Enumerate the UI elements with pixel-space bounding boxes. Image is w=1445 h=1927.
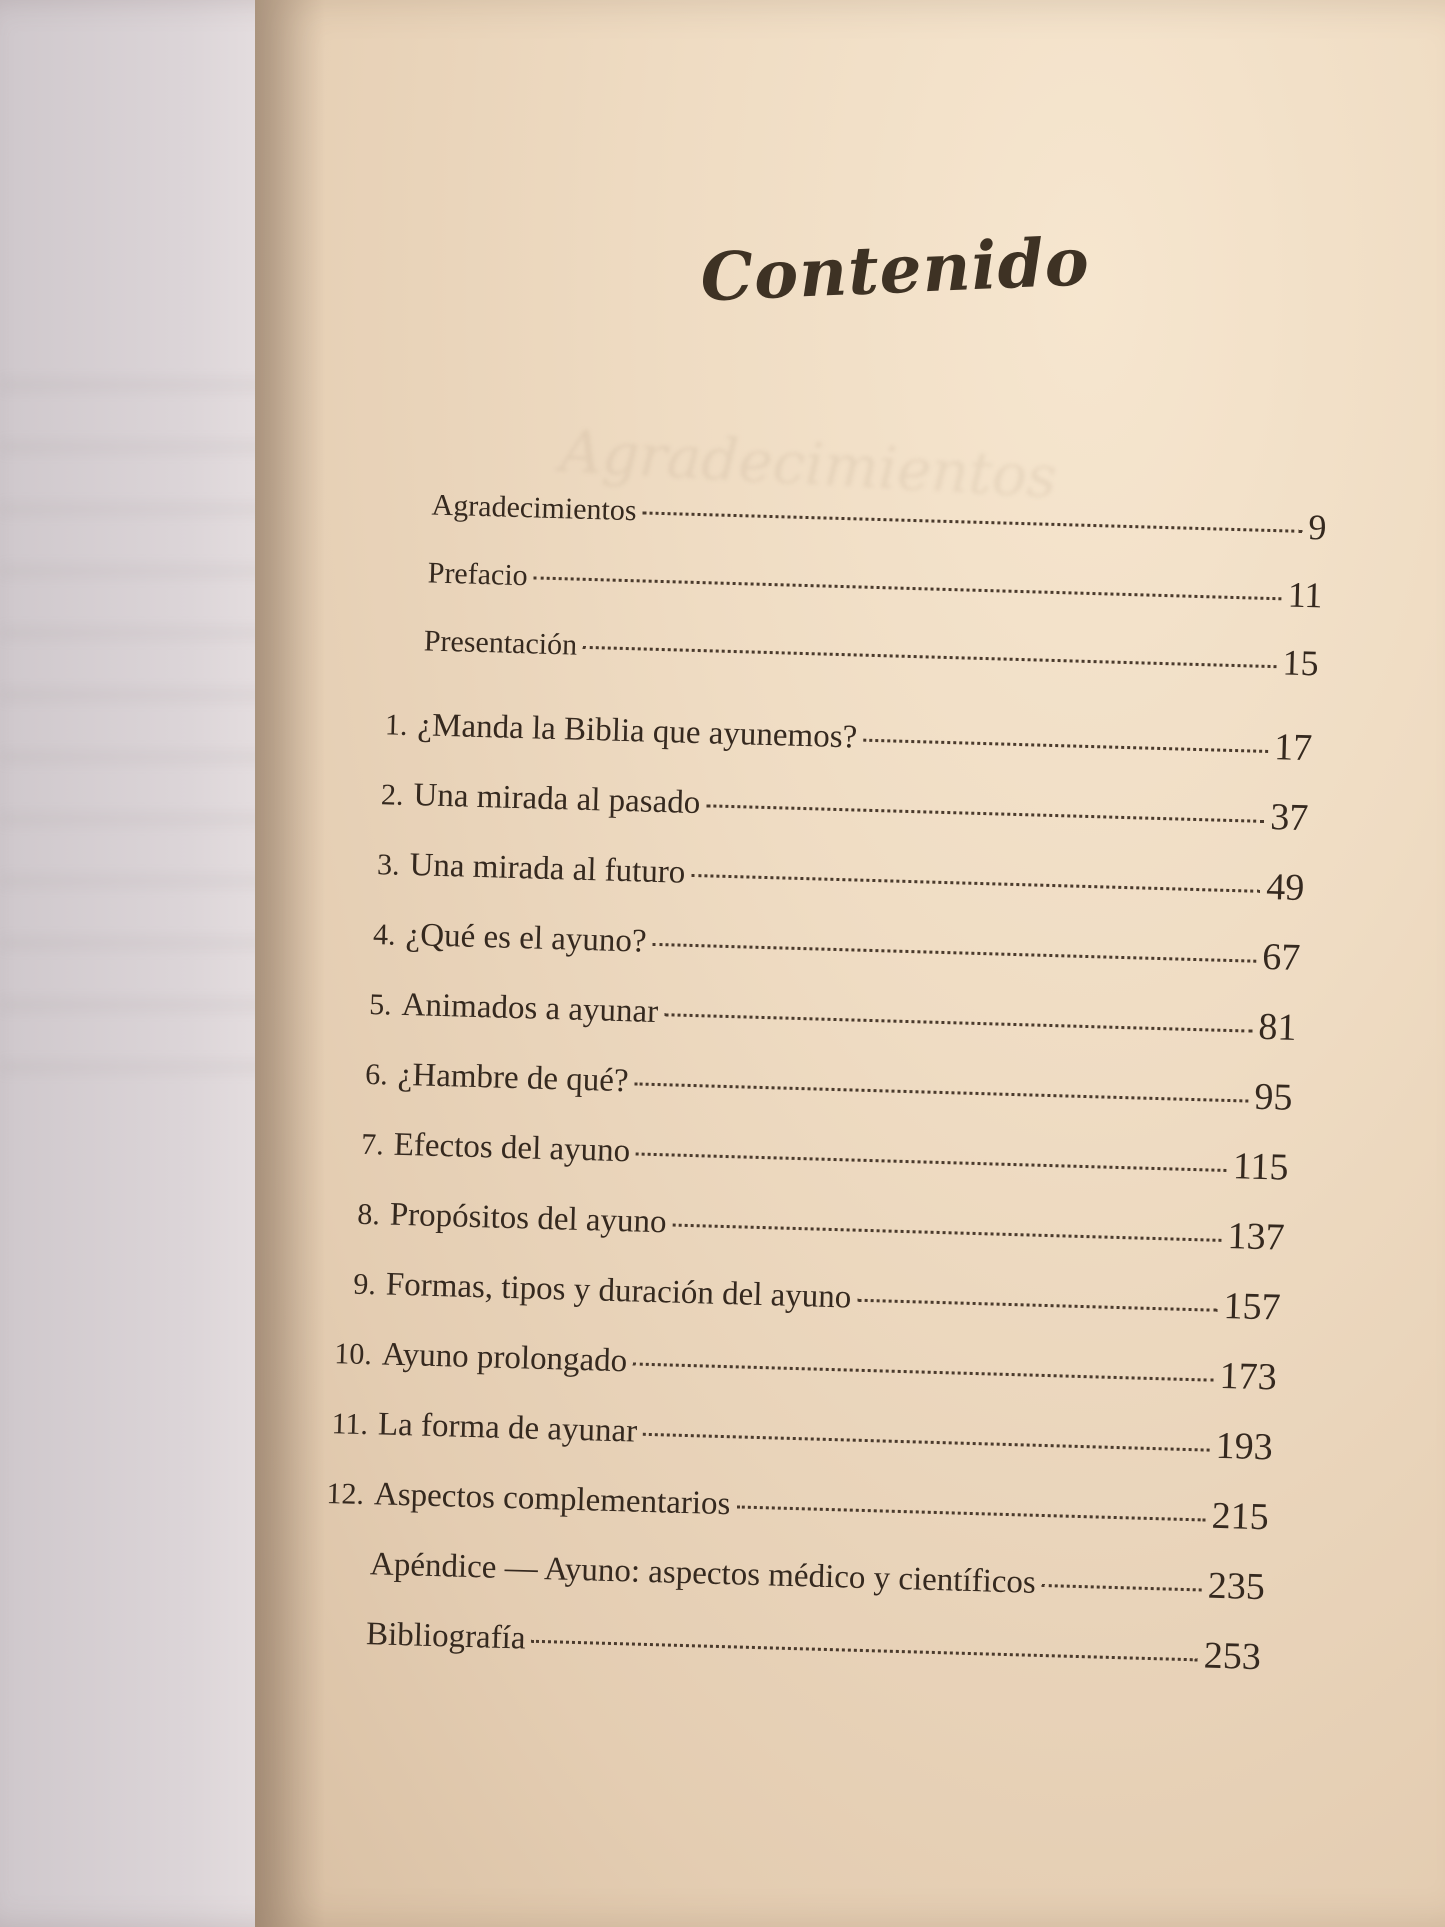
leader-dots <box>664 1013 1252 1032</box>
entry-page: 95 <box>1253 1075 1294 1119</box>
entry-label: Prefacio <box>427 556 529 593</box>
entry-label: Agradecimientos <box>431 488 637 528</box>
toc-entry-chapter <box>307 1398 1273 1469</box>
leader-dots <box>636 1152 1227 1172</box>
toc-entry-chapter <box>339 839 1305 910</box>
leader-dots <box>583 646 1277 668</box>
entry-page: 9 <box>1307 507 1327 548</box>
entry-page: 215 <box>1211 1494 1270 1539</box>
toc-entry-chapter <box>331 979 1297 1050</box>
entry-label: Propósitos del ayuno <box>389 1196 668 1241</box>
leader-dots <box>652 943 1256 963</box>
toc-entry-chapter <box>304 1468 1270 1539</box>
entry-label: Presentación <box>423 624 578 662</box>
entry-page: 157 <box>1223 1284 1282 1329</box>
entry-label: Aspectos complementarios <box>373 1476 731 1523</box>
leader-dots <box>691 874 1260 893</box>
leader-dots <box>633 1362 1213 1381</box>
entry-label: Bibliografía <box>365 1616 527 1657</box>
leader-dots <box>634 1082 1248 1102</box>
entry-page: 193 <box>1215 1424 1274 1469</box>
entry-label: Efectos del ayuno <box>393 1126 631 1170</box>
entry-label: ¿Hambre de qué? <box>397 1056 630 1100</box>
entry-page: 173 <box>1219 1354 1278 1399</box>
entry-label: La forma de ayunar <box>377 1406 638 1450</box>
toc-entry-chapter <box>323 1119 1289 1190</box>
entry-label: Una mirada al futuro <box>409 847 686 891</box>
entry-page: 253 <box>1203 1634 1262 1679</box>
entry-label: ¿Manda la Biblia que ayunemos? <box>417 707 858 756</box>
chapter-number: 5. <box>368 987 393 1022</box>
chapter-number: 9. <box>352 1267 377 1302</box>
leader-dots <box>531 1640 1197 1662</box>
toc-entry-chapter <box>335 909 1301 980</box>
chapter-number: 7. <box>360 1127 385 1162</box>
toc-entry-back <box>366 1610 1262 1679</box>
chapter-number: 2. <box>380 778 405 812</box>
entry-page: 81 <box>1257 1005 1298 1049</box>
leader-dots <box>706 804 1264 823</box>
chapter-number: 10. <box>333 1337 373 1372</box>
entry-page: 49 <box>1265 865 1305 910</box>
entry-page: 235 <box>1207 1564 1266 1609</box>
toc-entry-chapter <box>311 1329 1277 1400</box>
entry-label: Formas, tipos y duración del ayuno <box>385 1266 852 1316</box>
chapter-number: 8. <box>356 1197 381 1232</box>
leader-dots <box>857 1299 1217 1312</box>
toc-entry-front <box>427 549 1323 616</box>
entry-label: Ayuno prolongado <box>381 1336 628 1380</box>
leader-dots <box>642 511 1302 532</box>
toc-title: Contenido <box>698 222 1092 317</box>
entry-label: ¿Qué es el ayuno? <box>405 916 648 960</box>
leader-dots <box>643 1433 1210 1452</box>
chapter-number: 4. <box>372 918 397 952</box>
chapter-number: 11. <box>331 1407 369 1442</box>
toc-entry-back <box>370 1540 1266 1609</box>
bleed-through-heading: Agradecimientos <box>558 417 1059 511</box>
entry-label: Animados a ayunar <box>401 986 659 1031</box>
toc-entry-chapter <box>347 699 1313 770</box>
entry-page: 17 <box>1273 726 1313 770</box>
entry-page: 15 <box>1282 642 1320 684</box>
toc-entry-chapter <box>315 1259 1281 1330</box>
leader-dots <box>1042 1584 1202 1591</box>
entry-page: 11 <box>1287 574 1324 616</box>
entry-label: Una mirada al pasado <box>413 777 701 822</box>
leader-dots <box>736 1505 1205 1521</box>
chapter-number: 3. <box>376 848 401 882</box>
chapter-number: 1. <box>384 708 408 742</box>
entry-page: 67 <box>1261 935 1301 979</box>
leader-dots <box>534 576 1282 600</box>
toc-entry-front <box>431 482 1327 549</box>
toc-entry-chapter <box>343 769 1309 840</box>
toc-entry-front <box>423 617 1319 684</box>
entry-label: Apéndice — Ayuno: aspectos médico y científicos <box>369 1546 1037 1601</box>
entry-page: 115 <box>1232 1145 1290 1189</box>
chapter-number: 6. <box>364 1057 389 1092</box>
toc-entry-chapter <box>319 1189 1285 1260</box>
entry-page: 137 <box>1226 1215 1286 1259</box>
entry-page: 37 <box>1269 796 1309 840</box>
leader-dots <box>672 1224 1221 1242</box>
chapter-number: 12. <box>326 1476 365 1512</box>
toc-entry-chapter <box>327 1049 1293 1120</box>
leader-dots <box>863 739 1268 753</box>
